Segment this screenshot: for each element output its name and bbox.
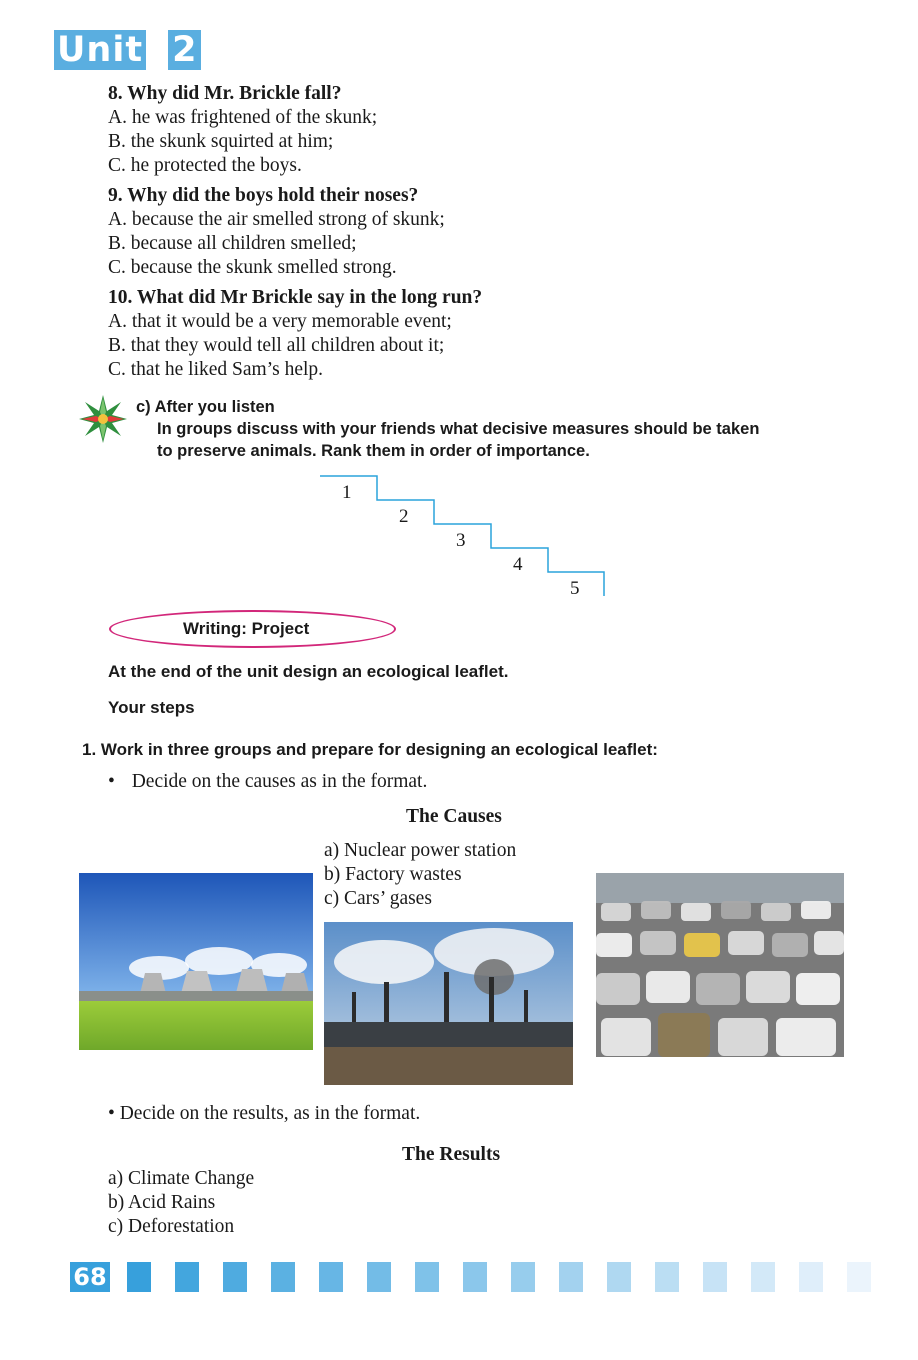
project-intro: At the end of the unit design an ecological leaflet. xyxy=(108,662,509,681)
result-item: c) Deforestation xyxy=(108,1216,235,1237)
footer-square xyxy=(367,1262,391,1292)
question-8 xyxy=(108,82,808,178)
step-1: 1. Work in three groups and prepare for designing an ecological leaflet: xyxy=(82,740,658,759)
rank-number: 2 xyxy=(399,506,409,527)
footer-square xyxy=(175,1262,199,1292)
bullet-text: Decide on the causes as in the format. xyxy=(131,771,428,792)
bullet-results: • Decide on the results, as in the format. xyxy=(108,1103,421,1124)
results-list xyxy=(108,1167,254,1239)
option: C. because the skunk smelled strong. xyxy=(108,257,397,278)
option: C. that he liked Sam’s help. xyxy=(108,359,324,380)
footer-square xyxy=(655,1262,679,1292)
ranking-stairs xyxy=(318,474,610,598)
nuclear-power-station-photo xyxy=(79,873,313,1050)
causes-list xyxy=(324,839,516,911)
footer-square xyxy=(319,1262,343,1292)
bullet-dot: • xyxy=(108,771,115,792)
footer-square xyxy=(223,1262,247,1292)
footer-square xyxy=(799,1262,823,1292)
instruction-line: to preserve animals. Rank them in order of importance. xyxy=(157,442,590,460)
result-item: b) Acid Rains xyxy=(108,1192,216,1213)
cause-item: a) Nuclear power station xyxy=(324,840,517,861)
rank-number: 3 xyxy=(456,530,466,551)
footer-square xyxy=(415,1262,439,1292)
rank-number: 1 xyxy=(342,482,352,503)
unit-header xyxy=(54,30,201,70)
writing-project-label: Writing: Project xyxy=(183,619,310,638)
footer-square xyxy=(559,1262,583,1292)
results-title: The Results xyxy=(402,1144,501,1165)
question-9 xyxy=(108,184,808,280)
causes-title: The Causes xyxy=(406,806,502,827)
cause-item: c) Cars’ gases xyxy=(324,888,432,909)
result-item: a) Climate Change xyxy=(108,1168,255,1189)
footer-square xyxy=(847,1262,871,1292)
option: A. because the air smelled strong of skunk; xyxy=(108,209,445,230)
footer-square xyxy=(271,1262,295,1292)
steps-title: Your steps xyxy=(108,698,195,717)
option: B. that they would tell all children about it; xyxy=(108,335,445,356)
footer-square xyxy=(127,1262,151,1292)
unit-label: Unit xyxy=(54,30,146,70)
bullet-causes xyxy=(108,770,427,794)
question-text: 9. Why did the boys hold their noses? xyxy=(108,185,419,206)
option: A. that it would be a very memorable event; xyxy=(108,311,452,332)
option: B. the skunk squirted at him; xyxy=(108,131,334,152)
question-10 xyxy=(108,286,808,382)
star-icon xyxy=(78,394,128,444)
page-number: 68 xyxy=(70,1262,110,1292)
question-text: 10. What did Mr Brickle say in the long run? xyxy=(108,287,483,308)
unit-number: 2 xyxy=(168,30,201,70)
rank-number: 4 xyxy=(513,554,523,575)
footer-square xyxy=(607,1262,631,1292)
footer-square xyxy=(463,1262,487,1292)
cause-item: b) Factory wastes xyxy=(324,864,462,885)
option: C. he protected the boys. xyxy=(108,155,302,176)
instruction-line: In groups discuss with your friends what decisive measures should be taken xyxy=(157,420,760,438)
question-text: 8. Why did Mr. Brickle fall? xyxy=(108,83,342,104)
footer-square xyxy=(511,1262,535,1292)
option: A. he was frightened of the skunk; xyxy=(108,107,378,128)
option: B. because all children smelled; xyxy=(108,233,357,254)
rank-number: 5 xyxy=(570,578,580,599)
factory-photo xyxy=(324,922,573,1085)
footer-square xyxy=(703,1262,727,1292)
after-listen-section xyxy=(136,396,876,462)
footer-square xyxy=(751,1262,775,1292)
traffic-jam-photo xyxy=(596,873,844,1057)
section-title: c) After you listen xyxy=(136,398,275,416)
